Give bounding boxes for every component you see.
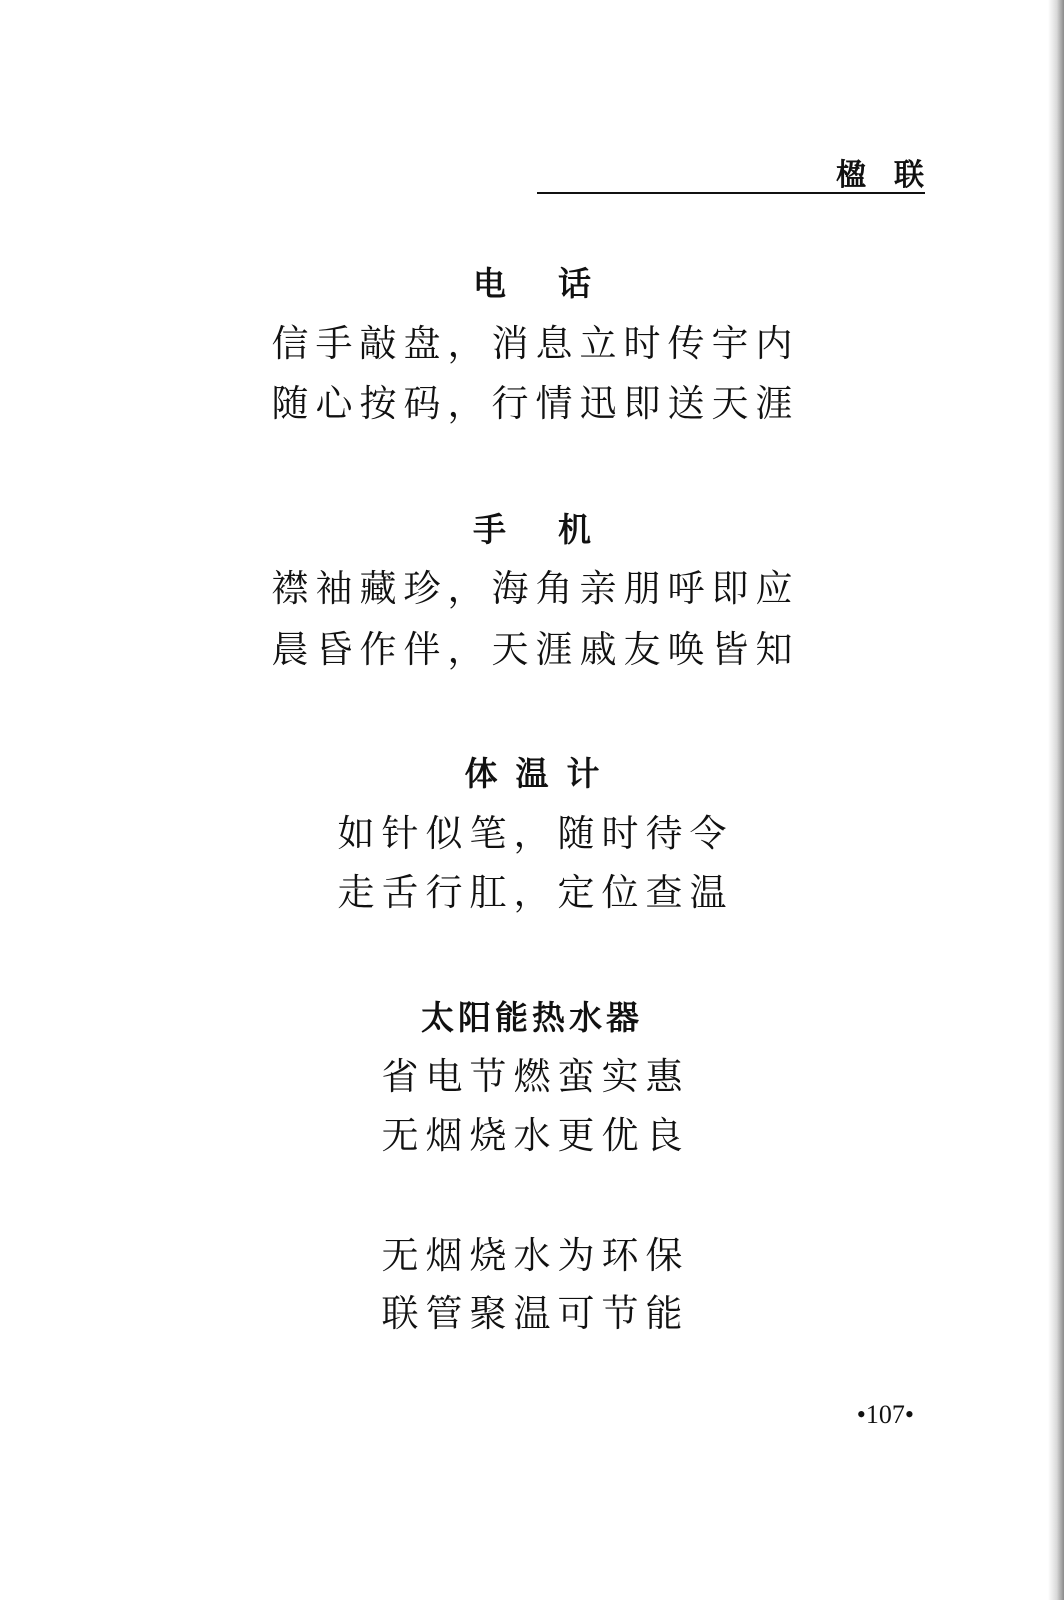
couplet-line: 联管聚温可节能 xyxy=(381,1292,690,1335)
scan-edge-shadow xyxy=(1048,0,1064,1600)
couplet-line: 走舌行肛，定位查温 xyxy=(337,871,734,914)
couplet-line: 省电节燃蛮实惠 xyxy=(381,1055,690,1098)
couplet-line: 无烟烧水为环保 xyxy=(381,1234,690,1277)
couplet-line: 襟袖藏珍，海角亲朋呼即应 xyxy=(271,567,800,610)
running-head: 楹联 xyxy=(836,158,952,193)
section-title: 体温计 xyxy=(464,754,618,793)
header-rule xyxy=(537,192,925,194)
section-title: 电话 xyxy=(473,264,643,303)
page-number: •107• xyxy=(856,1400,914,1429)
section-title: 太阳能热水器 xyxy=(421,998,643,1037)
couplet-line: 无烟烧水更优良 xyxy=(381,1114,690,1157)
couplet-line: 如针似笔，随时待令 xyxy=(337,812,734,855)
couplet-line: 随心按码，行情迅即送天涯 xyxy=(271,382,800,425)
couplet-line: 晨昏作伴，天涯戚友唤皆知 xyxy=(271,628,800,671)
section-title: 手机 xyxy=(473,510,643,549)
couplet-line: 信手敲盘，消息立时传宇内 xyxy=(271,322,800,365)
